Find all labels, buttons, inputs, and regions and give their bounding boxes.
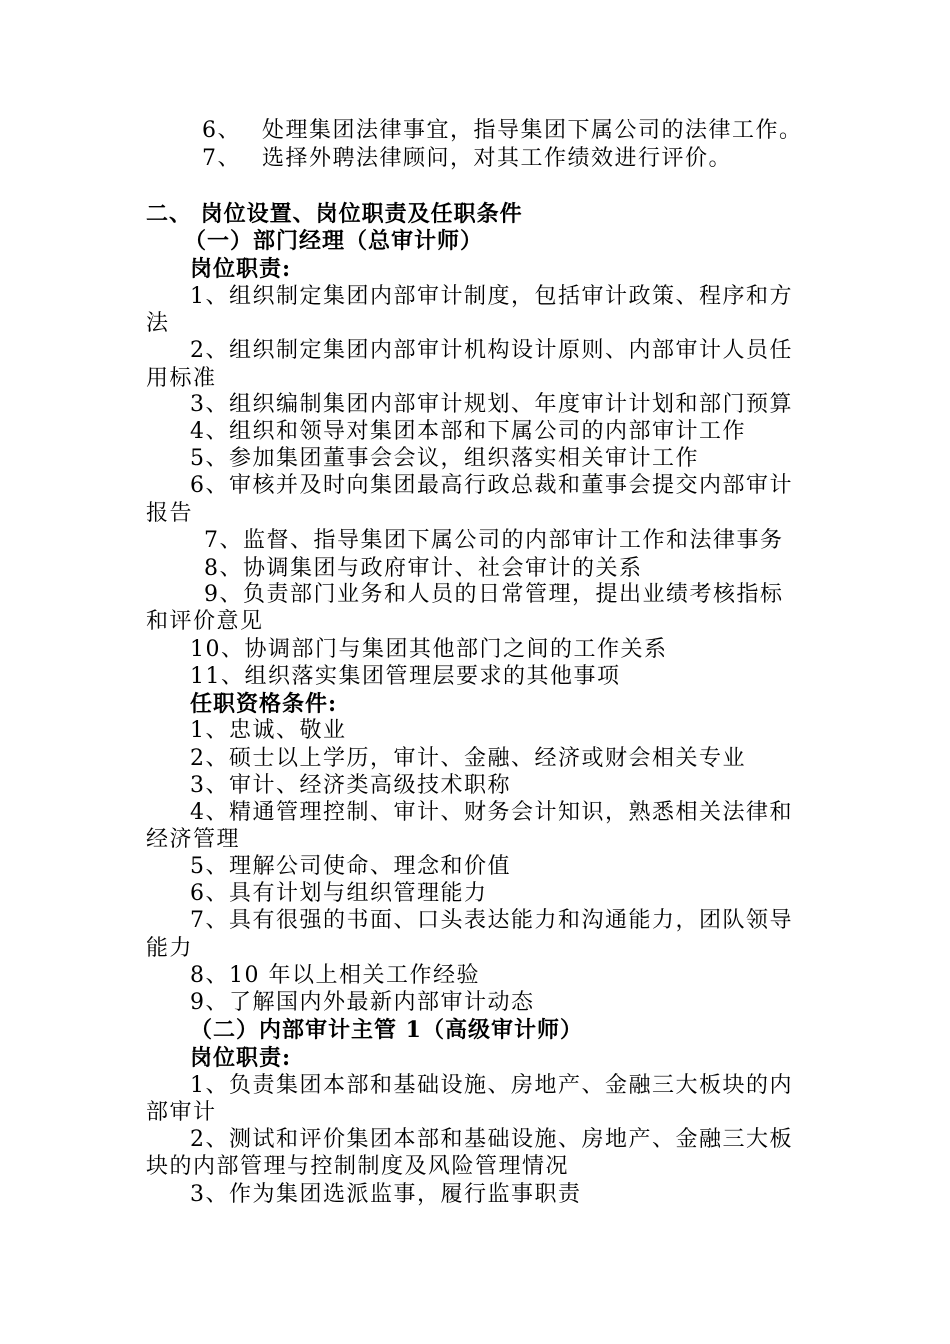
section-heading: 二、 岗位设置、岗位职责及任职条件 (146, 201, 523, 227)
qualification-item: 8、10 年以上相关工作经验 (190, 963, 480, 988)
duty-item: 8、协调集团与政府审计、社会审计的关系 (204, 556, 643, 581)
qualification-item: 7、具有很强的书面、口头表达能力和沟通能力，团队领导 (190, 908, 793, 933)
duty-item: 1、负责集团本部和基础设施、房地产、金融三大板块的内 (190, 1073, 793, 1098)
duties-label: 岗位职责: (190, 256, 292, 282)
duty-item: 2、测试和评价集团本部和基础设施、房地产、金融三大板 (190, 1127, 793, 1152)
duty-item: 6、审核并及时向集团最高行政总裁和董事会提交内部审计 (190, 473, 793, 498)
duty-item: 1、组织制定集团内部审计制度，包括审计政策、程序和方 (190, 284, 793, 309)
intro-item-6-num: 6、 (202, 118, 241, 143)
position-title: （二）内部审计主管 1（高级审计师） (190, 1017, 583, 1043)
duty-item: 7、监督、指导集团下属公司的内部审计工作和法律事务 (204, 528, 784, 553)
qualification-item: 4、精通管理控制、审计、财务会计知识，熟悉相关法律和 (190, 800, 793, 825)
qualification-item-cont: 经济管理 (146, 827, 241, 852)
duty-item-cont: 块的内部管理与控制制度及风险管理情况 (146, 1154, 570, 1179)
duty-item: 3、作为集团选派监事，履行监事职责 (190, 1182, 582, 1207)
position-title: （一）部门经理（总审计师） (184, 228, 484, 254)
qualification-item: 3、审计、经济类高级技术职称 (190, 773, 511, 798)
duty-item-cont: 部审计 (146, 1100, 217, 1125)
duty-item: 4、组织和领导对集团本部和下属公司的内部审计工作 (190, 419, 746, 444)
qualifications-label: 任职资格条件: (190, 691, 338, 717)
duty-item-cont: 法 (146, 311, 170, 336)
duty-item: 3、组织编制集团内部审计规划、年度审计计划和部门预算 (190, 392, 793, 417)
duty-item: 9、负责部门业务和人员的日常管理，提出业绩考核指标 (204, 582, 784, 607)
intro-item-7-text: 选择外聘法律顾问，对其工作绩效进行评价。 (262, 146, 733, 171)
qualification-item: 6、具有计划与组织管理能力 (190, 881, 488, 906)
duty-item: 11、组织落实集团管理层要求的其他事项 (190, 664, 621, 689)
qualification-item: 1、忠诚、敬业 (190, 718, 347, 743)
duty-item-cont: 和评价意见 (146, 609, 264, 634)
duty-item: 5、参加集团董事会会议，组织落实相关审计工作 (190, 446, 699, 471)
duty-item-cont: 报告 (146, 501, 194, 526)
qualification-item-cont: 能力 (146, 936, 194, 961)
intro-item-7-num: 7、 (202, 146, 241, 171)
qualification-item: 9、了解国内外最新内部审计动态 (190, 990, 535, 1015)
duty-item: 10、协调部门与集团其他部门之间的工作关系 (190, 637, 668, 662)
qualification-item: 5、理解公司使命、理念和价值 (190, 854, 511, 879)
duties-label: 岗位职责: (190, 1045, 292, 1071)
qualification-item: 2、硕士以上学历，审计、金融、经济或财会相关专业 (190, 746, 746, 771)
duty-item-cont: 用标准 (146, 366, 217, 391)
intro-item-6-text: 处理集团法律事宜，指导集团下属公司的法律工作。 (262, 118, 803, 143)
duty-item: 2、组织制定集团内部审计机构设计原则、内部审计人员任 (190, 338, 793, 363)
